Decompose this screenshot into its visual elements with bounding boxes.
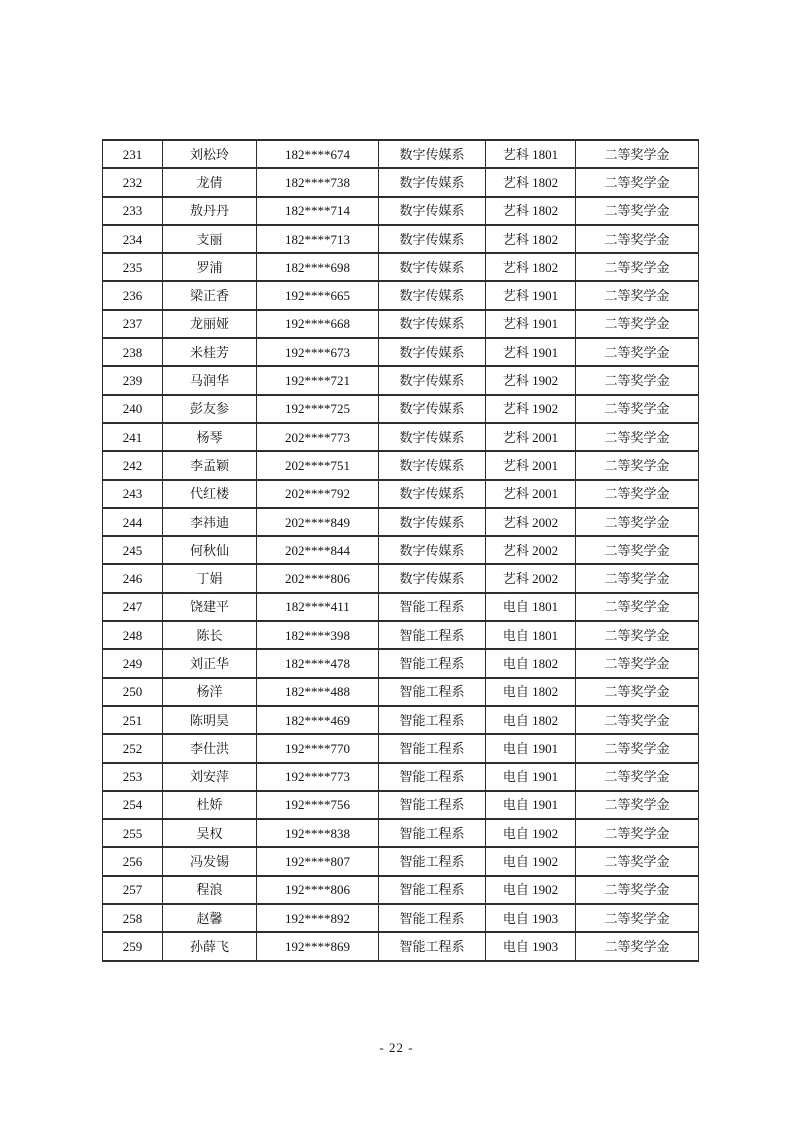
- cell-student-name: 刘安萍: [163, 763, 257, 791]
- cell-department: 智能工程系: [379, 649, 486, 677]
- cell-department: 智能工程系: [379, 904, 486, 932]
- table-row: [103, 904, 699, 932]
- cell-student-name: 冯发锡: [163, 847, 257, 875]
- cell-student-name: 杨琴: [163, 423, 257, 451]
- cell-student-name: 李孟颖: [163, 451, 257, 479]
- table-row: [103, 253, 699, 281]
- cell-student-id: 192****838: [257, 819, 379, 847]
- cell-class: 电自 1901: [486, 763, 576, 791]
- cell-student-name: 李祎迪: [163, 508, 257, 536]
- cell-student-id: 202****751: [257, 451, 379, 479]
- table-row: [103, 423, 699, 451]
- cell-student-id: 192****773: [257, 763, 379, 791]
- cell-serial-number: 255: [103, 819, 163, 847]
- cell-student-name: 彭友参: [163, 395, 257, 423]
- cell-serial-number: 258: [103, 904, 163, 932]
- cell-award: 二等奖学金: [576, 536, 699, 564]
- cell-student-id: 182****713: [257, 225, 379, 253]
- cell-student-name: 代红楼: [163, 480, 257, 508]
- cell-award: 二等奖学金: [576, 451, 699, 479]
- cell-award: 二等奖学金: [576, 564, 699, 592]
- cell-department: 数字传媒系: [379, 338, 486, 366]
- cell-award: 二等奖学金: [576, 904, 699, 932]
- cell-student-id: 182****398: [257, 621, 379, 649]
- cell-department: 数字传媒系: [379, 395, 486, 423]
- table-row: [103, 678, 699, 706]
- cell-student-name: 敖丹丹: [163, 197, 257, 225]
- cell-serial-number: 250: [103, 678, 163, 706]
- cell-student-id: 182****488: [257, 678, 379, 706]
- cell-serial-number: 245: [103, 536, 163, 564]
- cell-serial-number: 237: [103, 310, 163, 338]
- cell-department: 数字传媒系: [379, 480, 486, 508]
- cell-student-name: 龙丽娅: [163, 310, 257, 338]
- table-row: [103, 847, 699, 875]
- cell-department: 数字传媒系: [379, 423, 486, 451]
- table-row: [103, 281, 699, 309]
- cell-student-name: 杨洋: [163, 678, 257, 706]
- table-row: [103, 876, 699, 904]
- cell-class: 电自 1801: [486, 621, 576, 649]
- cell-department: 数字传媒系: [379, 508, 486, 536]
- cell-student-name: 杜娇: [163, 791, 257, 819]
- cell-student-id: 202****806: [257, 564, 379, 592]
- table-row: [103, 706, 699, 734]
- cell-serial-number: 233: [103, 197, 163, 225]
- cell-department: 数字传媒系: [379, 281, 486, 309]
- cell-award: 二等奖学金: [576, 649, 699, 677]
- cell-student-id: 182****411: [257, 593, 379, 621]
- cell-department: 智能工程系: [379, 621, 486, 649]
- table-row: [103, 763, 699, 791]
- cell-serial-number: 253: [103, 763, 163, 791]
- cell-serial-number: 249: [103, 649, 163, 677]
- cell-class: 艺科 1801: [486, 140, 576, 168]
- cell-student-id: 202****792: [257, 480, 379, 508]
- table-row: [103, 168, 699, 196]
- table-row: [103, 338, 699, 366]
- cell-class: 艺科 1902: [486, 395, 576, 423]
- cell-serial-number: 254: [103, 791, 163, 819]
- cell-class: 艺科 1802: [486, 197, 576, 225]
- cell-student-id: 182****698: [257, 253, 379, 281]
- cell-student-name: 支丽: [163, 225, 257, 253]
- cell-class: 电自 1901: [486, 791, 576, 819]
- cell-student-name: 赵馨: [163, 904, 257, 932]
- cell-award: 二等奖学金: [576, 395, 699, 423]
- cell-student-name: 刘正华: [163, 649, 257, 677]
- table-row: [103, 366, 699, 394]
- cell-class: 艺科 2002: [486, 536, 576, 564]
- cell-serial-number: 243: [103, 480, 163, 508]
- cell-student-name: 刘松玲: [163, 140, 257, 168]
- cell-department: 数字传媒系: [379, 168, 486, 196]
- cell-class: 艺科 2001: [486, 451, 576, 479]
- cell-department: 数字传媒系: [379, 197, 486, 225]
- table-row: [103, 621, 699, 649]
- table-row: [103, 932, 699, 961]
- cell-award: 二等奖学金: [576, 621, 699, 649]
- table-row: [103, 508, 699, 536]
- cell-student-name: 陈明昊: [163, 706, 257, 734]
- cell-student-id: 192****892: [257, 904, 379, 932]
- cell-serial-number: 247: [103, 593, 163, 621]
- table-row: [103, 225, 699, 253]
- cell-student-id: 192****869: [257, 932, 379, 961]
- cell-department: 智能工程系: [379, 734, 486, 762]
- cell-serial-number: 244: [103, 508, 163, 536]
- cell-student-name: 陈长: [163, 621, 257, 649]
- cell-student-id: 202****849: [257, 508, 379, 536]
- cell-student-id: 182****714: [257, 197, 379, 225]
- cell-department: 数字传媒系: [379, 451, 486, 479]
- table-row: [103, 197, 699, 225]
- cell-student-id: 182****738: [257, 168, 379, 196]
- cell-award: 二等奖学金: [576, 763, 699, 791]
- cell-class: 艺科 2001: [486, 423, 576, 451]
- cell-award: 二等奖学金: [576, 847, 699, 875]
- cell-serial-number: 242: [103, 451, 163, 479]
- cell-student-id: 192****673: [257, 338, 379, 366]
- cell-student-name: 马润华: [163, 366, 257, 394]
- cell-serial-number: 252: [103, 734, 163, 762]
- cell-serial-number: 231: [103, 140, 163, 168]
- table-row: [103, 564, 699, 592]
- cell-student-name: 龙倩: [163, 168, 257, 196]
- cell-award: 二等奖学金: [576, 508, 699, 536]
- cell-serial-number: 235: [103, 253, 163, 281]
- cell-class: 艺科 1901: [486, 338, 576, 366]
- table-row: [103, 593, 699, 621]
- cell-class: 电自 1902: [486, 819, 576, 847]
- cell-serial-number: 256: [103, 847, 163, 875]
- cell-award: 二等奖学金: [576, 706, 699, 734]
- cell-serial-number: 246: [103, 564, 163, 592]
- cell-student-id: 192****806: [257, 876, 379, 904]
- cell-student-name: 丁娟: [163, 564, 257, 592]
- cell-award: 二等奖学金: [576, 593, 699, 621]
- cell-department: 智能工程系: [379, 791, 486, 819]
- cell-award: 二等奖学金: [576, 253, 699, 281]
- cell-department: 数字传媒系: [379, 140, 486, 168]
- cell-class: 艺科 1802: [486, 168, 576, 196]
- cell-award: 二等奖学金: [576, 197, 699, 225]
- cell-class: 电自 1802: [486, 649, 576, 677]
- cell-student-id: 192****668: [257, 310, 379, 338]
- scholarship-table: [102, 139, 699, 962]
- table-row: [103, 734, 699, 762]
- cell-department: 智能工程系: [379, 593, 486, 621]
- table-row: [103, 649, 699, 677]
- table-row: [103, 480, 699, 508]
- cell-award: 二等奖学金: [576, 338, 699, 366]
- cell-award: 二等奖学金: [576, 791, 699, 819]
- cell-department: 智能工程系: [379, 819, 486, 847]
- cell-class: 电自 1902: [486, 847, 576, 875]
- cell-award: 二等奖学金: [576, 734, 699, 762]
- cell-award: 二等奖学金: [576, 281, 699, 309]
- cell-class: 电自 1903: [486, 904, 576, 932]
- cell-department: 数字传媒系: [379, 564, 486, 592]
- cell-serial-number: 251: [103, 706, 163, 734]
- cell-student-name: 李仕洪: [163, 734, 257, 762]
- cell-serial-number: 232: [103, 168, 163, 196]
- cell-student-id: 182****674: [257, 140, 379, 168]
- cell-class: 艺科 1902: [486, 366, 576, 394]
- cell-class: 艺科 1901: [486, 310, 576, 338]
- table-row: [103, 791, 699, 819]
- cell-student-name: 米桂芳: [163, 338, 257, 366]
- table-row: [103, 819, 699, 847]
- cell-department: 数字传媒系: [379, 310, 486, 338]
- cell-student-id: 192****665: [257, 281, 379, 309]
- cell-student-name: 梁正香: [163, 281, 257, 309]
- cell-class: 艺科 1901: [486, 281, 576, 309]
- table-row: [103, 140, 699, 168]
- cell-department: 数字传媒系: [379, 225, 486, 253]
- cell-department: 数字传媒系: [379, 366, 486, 394]
- cell-award: 二等奖学金: [576, 678, 699, 706]
- cell-serial-number: 234: [103, 225, 163, 253]
- cell-student-name: 程浪: [163, 876, 257, 904]
- cell-student-name: 吴权: [163, 819, 257, 847]
- cell-class: 艺科 2001: [486, 480, 576, 508]
- cell-serial-number: 248: [103, 621, 163, 649]
- cell-student-id: 192****770: [257, 734, 379, 762]
- cell-department: 智能工程系: [379, 876, 486, 904]
- cell-serial-number: 259: [103, 932, 163, 961]
- cell-serial-number: 236: [103, 281, 163, 309]
- table-row: [103, 536, 699, 564]
- cell-student-id: 182****469: [257, 706, 379, 734]
- cell-student-id: 192****756: [257, 791, 379, 819]
- cell-award: 二等奖学金: [576, 876, 699, 904]
- cell-student-id: 192****725: [257, 395, 379, 423]
- cell-award: 二等奖学金: [576, 932, 699, 961]
- cell-student-id: 192****721: [257, 366, 379, 394]
- cell-class: 艺科 1802: [486, 253, 576, 281]
- cell-class: 艺科 2002: [486, 508, 576, 536]
- cell-student-id: 192****807: [257, 847, 379, 875]
- cell-award: 二等奖学金: [576, 366, 699, 394]
- cell-serial-number: 257: [103, 876, 163, 904]
- cell-department: 数字传媒系: [379, 536, 486, 564]
- cell-student-id: 182****478: [257, 649, 379, 677]
- cell-serial-number: 241: [103, 423, 163, 451]
- cell-student-id: 202****844: [257, 536, 379, 564]
- cell-class: 电自 1801: [486, 593, 576, 621]
- table-row: [103, 395, 699, 423]
- cell-student-name: 何秋仙: [163, 536, 257, 564]
- cell-award: 二等奖学金: [576, 310, 699, 338]
- cell-department: 智能工程系: [379, 932, 486, 961]
- cell-student-name: 饶建平: [163, 593, 257, 621]
- cell-department: 智能工程系: [379, 847, 486, 875]
- cell-class: 电自 1903: [486, 932, 576, 961]
- cell-department: 智能工程系: [379, 763, 486, 791]
- cell-award: 二等奖学金: [576, 819, 699, 847]
- cell-department: 智能工程系: [379, 706, 486, 734]
- cell-award: 二等奖学金: [576, 168, 699, 196]
- cell-class: 电自 1902: [486, 876, 576, 904]
- cell-award: 二等奖学金: [576, 225, 699, 253]
- cell-serial-number: 240: [103, 395, 163, 423]
- cell-award: 二等奖学金: [576, 480, 699, 508]
- cell-class: 电自 1901: [486, 734, 576, 762]
- cell-student-id: 202****773: [257, 423, 379, 451]
- cell-student-name: 罗浦: [163, 253, 257, 281]
- cell-class: 艺科 2002: [486, 564, 576, 592]
- scholarship-table-body: [103, 140, 699, 961]
- cell-department: 智能工程系: [379, 678, 486, 706]
- cell-department: 数字传媒系: [379, 253, 486, 281]
- cell-serial-number: 238: [103, 338, 163, 366]
- cell-serial-number: 239: [103, 366, 163, 394]
- cell-award: 二等奖学金: [576, 140, 699, 168]
- cell-student-name: 孙薛飞: [163, 932, 257, 961]
- cell-class: 电自 1802: [486, 678, 576, 706]
- table-row: [103, 310, 699, 338]
- page-number: - 22 -: [379, 1040, 414, 1055]
- cell-class: 艺科 1802: [486, 225, 576, 253]
- table-row: [103, 451, 699, 479]
- cell-award: 二等奖学金: [576, 423, 699, 451]
- cell-class: 电自 1802: [486, 706, 576, 734]
